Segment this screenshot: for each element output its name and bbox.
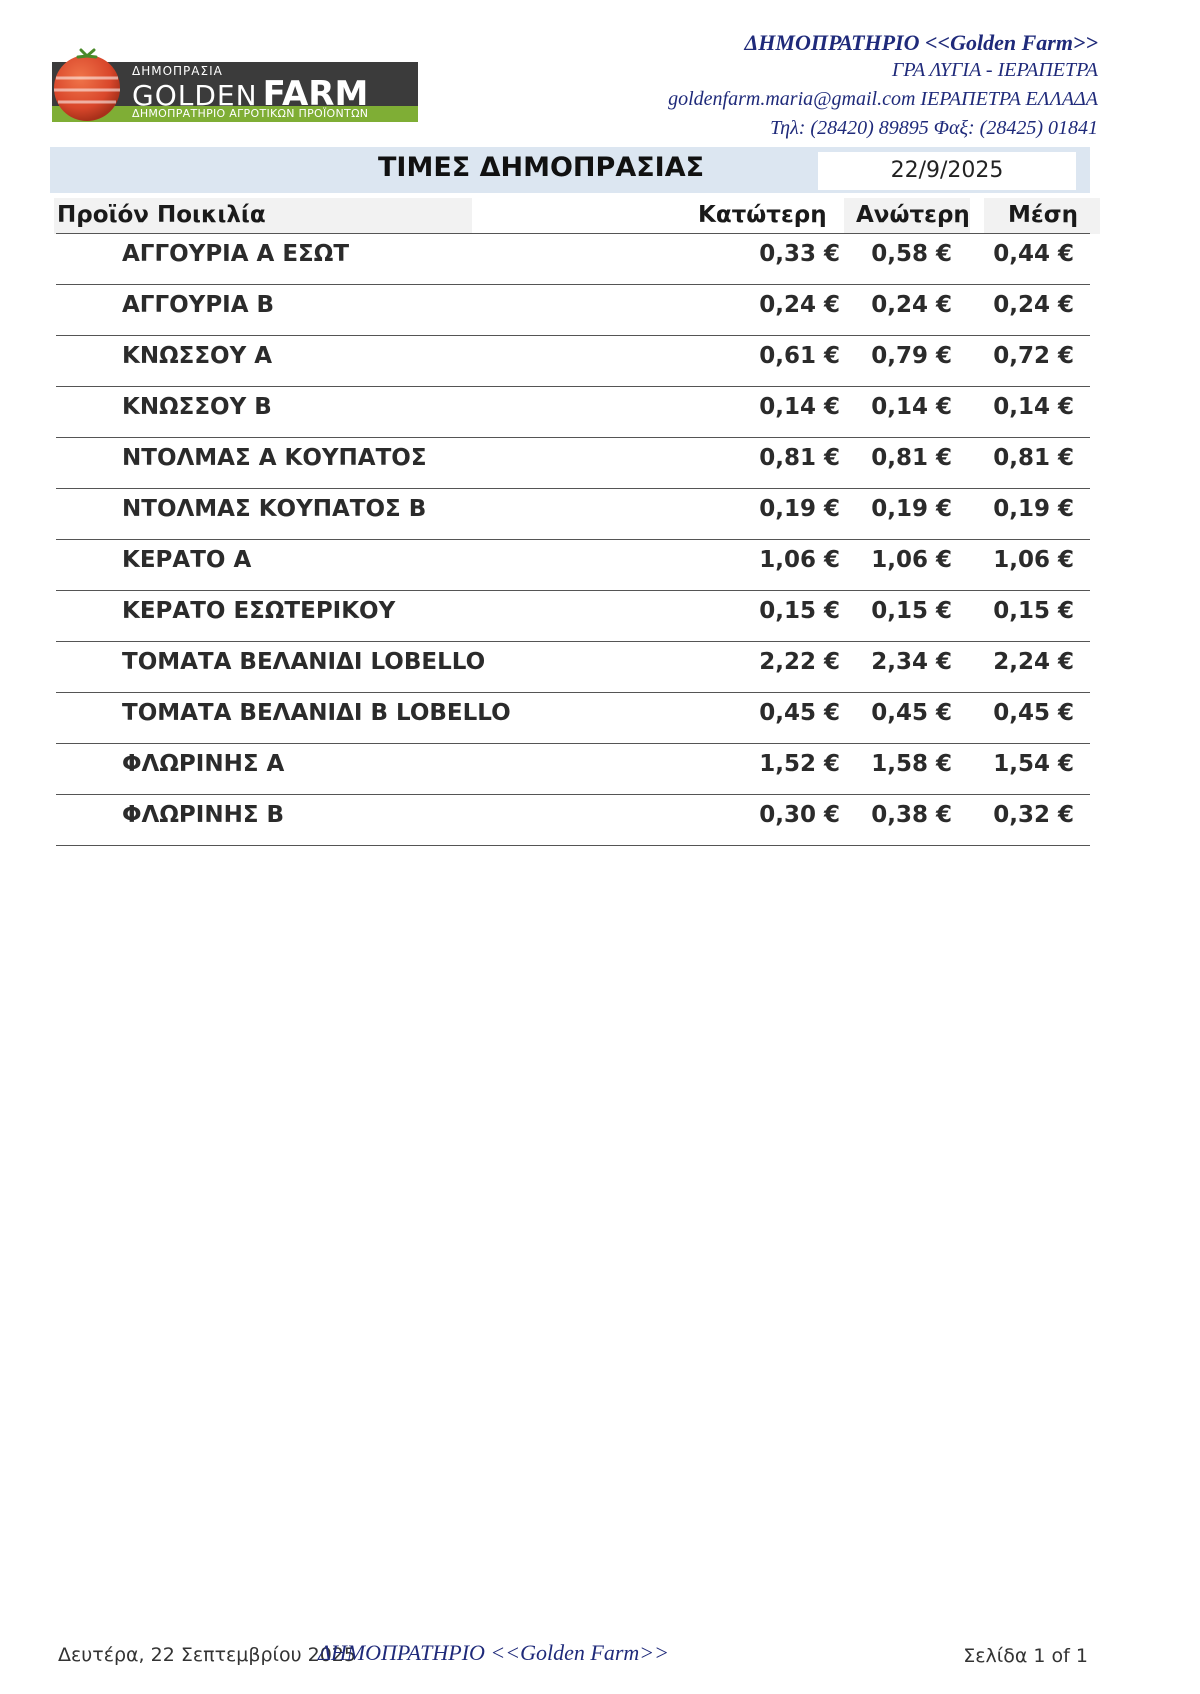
row-low-price: 1,52 € [759, 751, 840, 777]
row-high-price: 1,58 € [871, 751, 952, 777]
row-low-price: 0,19 € [759, 496, 840, 522]
logo-brand-light: GOLDEN [132, 79, 258, 112]
row-avg-price: 0,81 € [993, 445, 1074, 471]
logo-subtitle: ΔΗΜΟΠΡΑΤΗΡΙΟ ΑΓΡΟΤΙΚΩΝ ΠΡΟΪΟΝΤΩΝ [132, 107, 369, 120]
table-row [56, 795, 1090, 846]
row-product-name: ΝΤΟΛΜΑΣ ΚΟΥΠΑΤΟΣ Β [122, 496, 427, 522]
row-low-price: 0,45 € [759, 700, 840, 726]
page-title: ΤΙΜΕΣ ΔΗΜΟΠΡΑΣΙΑΣ [378, 152, 705, 183]
column-header-low: Κατώτερη [698, 202, 827, 228]
row-high-price: 0,14 € [871, 394, 952, 420]
table-row [56, 693, 1090, 744]
row-avg-price: 0,32 € [993, 802, 1074, 828]
row-avg-price: 0,44 € [993, 241, 1074, 267]
row-avg-price: 0,15 € [993, 598, 1074, 624]
price-table [56, 234, 1090, 846]
row-high-price: 0,19 € [871, 496, 952, 522]
table-row [56, 336, 1090, 387]
row-product-name: ΝΤΟΛΜΑΣ Α ΚΟΥΠΑΤΟΣ [122, 445, 427, 471]
table-row [56, 234, 1090, 285]
company-email-line: goldenfarm.maria@gmail.com ΙΕΡΑΠΕΤΡΑ ΕΛΛΑΔΑ [668, 88, 1098, 110]
table-row [56, 489, 1090, 540]
logo-brand-bold: FARM [262, 74, 369, 114]
column-header-product: Προϊόν [57, 202, 149, 228]
row-product-name: ΤΟΜΑΤΑ ΒΕΛΑΝΙΔΙ LOBELLO [122, 649, 486, 675]
row-high-price: 0,15 € [871, 598, 952, 624]
table-row [56, 744, 1090, 795]
row-high-price: 2,34 € [871, 649, 952, 675]
row-avg-price: 1,06 € [993, 547, 1074, 573]
row-product-name: ΚΕΡΑΤΟ ΕΣΩΤΕΡΙΚΟΥ [122, 598, 396, 624]
column-header-avg: Μέση [1008, 202, 1078, 228]
row-product-name: ΚΕΡΑΤΟ Α [122, 547, 252, 573]
column-header-high: Ανώτερη [856, 202, 970, 228]
company-phone-line: Τηλ: (28420) 89895 Φαξ: (28425) 01841 [770, 117, 1098, 139]
row-high-price: 0,58 € [871, 241, 952, 267]
table-row [56, 438, 1090, 489]
column-header-variety: Ποικιλία [157, 202, 266, 228]
company-logo [50, 46, 418, 122]
row-low-price: 0,24 € [759, 292, 840, 318]
row-product-name: ΦΛΩΡΙΝΗΣ Β [122, 802, 285, 828]
row-low-price: 2,22 € [759, 649, 840, 675]
logo-top-text: ΔΗΜΟΠΡΑΣΙΑ [132, 64, 223, 78]
row-high-price: 0,81 € [871, 445, 952, 471]
row-product-name: ΚΝΩΣΣΟΥ Β [122, 394, 272, 420]
row-avg-price: 0,45 € [993, 700, 1074, 726]
table-row [56, 591, 1090, 642]
row-high-price: 0,45 € [871, 700, 952, 726]
row-low-price: 0,33 € [759, 241, 840, 267]
table-row [56, 540, 1090, 591]
table-row [56, 285, 1090, 336]
row-avg-price: 0,14 € [993, 394, 1074, 420]
row-high-price: 0,24 € [871, 292, 952, 318]
row-low-price: 0,30 € [759, 802, 840, 828]
company-name: ΔΗΜΟΠΡΑΤΗΡΙΟ <<Golden Farm>> [744, 30, 1098, 55]
row-low-price: 0,81 € [759, 445, 840, 471]
row-product-name: ΚΝΩΣΣΟΥ Α [122, 343, 273, 369]
row-avg-price: 2,24 € [993, 649, 1074, 675]
table-row [56, 387, 1090, 438]
row-high-price: 1,06 € [871, 547, 952, 573]
footer-date: Δευτέρα, 22 Σεπτεμβρίου 2025 [58, 1644, 356, 1666]
auction-date: 22/9/2025 [890, 158, 1004, 183]
table-row [56, 642, 1090, 693]
row-product-name: ΑΓΓΟΥΡΙΑ Β [122, 292, 275, 318]
row-avg-price: 0,19 € [993, 496, 1074, 522]
row-avg-price: 1,54 € [993, 751, 1074, 777]
row-low-price: 0,15 € [759, 598, 840, 624]
row-low-price: 1,06 € [759, 547, 840, 573]
row-product-name: ΦΛΩΡΙΝΗΣ Α [122, 751, 285, 777]
row-avg-price: 0,24 € [993, 292, 1074, 318]
row-high-price: 0,79 € [871, 343, 952, 369]
row-avg-price: 0,72 € [993, 343, 1074, 369]
row-product-name: ΤΟΜΑΤΑ ΒΕΛΑΝΙΔΙ Β LOBELLO [122, 700, 511, 726]
row-low-price: 0,14 € [759, 394, 840, 420]
tomato-icon [50, 48, 124, 122]
row-low-price: 0,61 € [759, 343, 840, 369]
footer-page-number: Σελίδα 1 of 1 [963, 1645, 1088, 1667]
company-address: ΓΡΑ ΛΥΓΙΑ - ΙΕΡΑΠΕΤΡΑ [891, 59, 1098, 81]
row-high-price: 0,38 € [871, 802, 952, 828]
footer-company-name: ΔΗΜΟΠΡΑΤΗΡΙΟ <<Golden Farm>> [318, 1640, 669, 1665]
row-product-name: ΑΓΓΟΥΡΙΑ Α ΕΣΩΤ [122, 241, 350, 267]
